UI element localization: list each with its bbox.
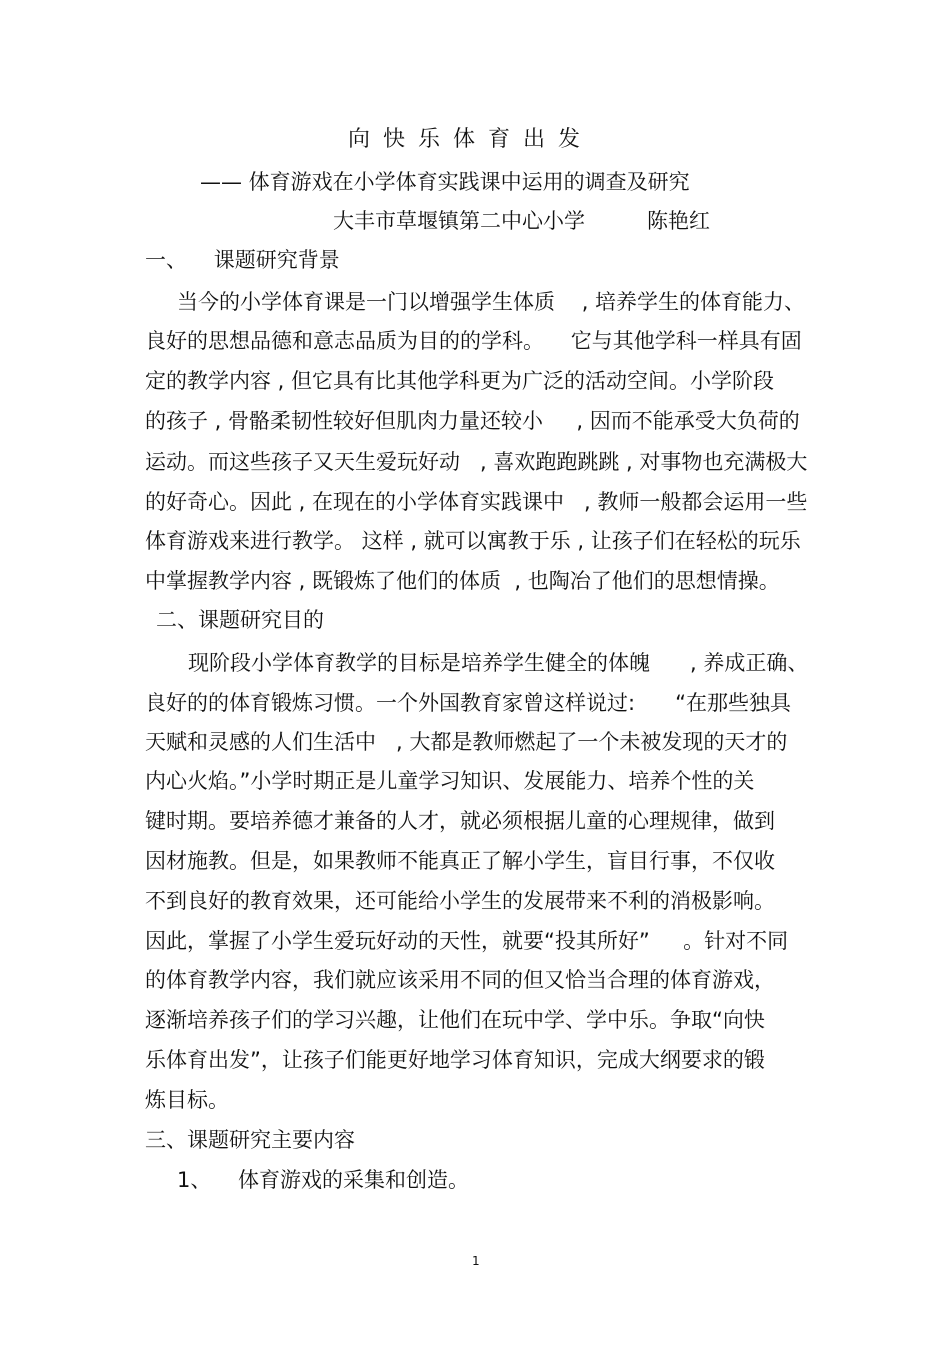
list-item: 1、 体育游戏的采集和创造。	[177, 1168, 470, 1192]
author-name: 陈艳红	[647, 209, 710, 233]
paragraph-line: 良好的的体育锻炼习惯。一个外国教育家曾这样说过: “在那些独具	[145, 691, 792, 715]
paragraph-line: 的好奇心。因此 , 在现在的小学体育实践课中 , 教师一般都会运用一些	[145, 490, 808, 514]
page-number: 1	[472, 1254, 480, 1268]
paragraph-line: 现阶段小学体育教学的目标是培养学生健全的体魄 , 养成正确、	[188, 651, 809, 675]
paragraph-line: 键时期。要培养德才兼备的人才，就必须根据儿童的心理规律，做到	[145, 809, 775, 833]
section-heading-background: 一、 课题研究背景	[145, 248, 340, 272]
section-heading-content: 三、课题研究主要内容	[145, 1128, 355, 1152]
paragraph-line: 中掌握教学内容 , 既锻炼了他们的体质 , 也陶冶了他们的思想情操。	[145, 569, 780, 593]
paragraph-line: 当今的小学体育课是一门以增强学生体质 , 培养学生的体育能力、	[177, 290, 806, 314]
document-subtitle: —— 体育游戏在小学体育实践课中运用的调查及研究	[200, 170, 690, 194]
paragraph-line: 内心火焰。”小学时期正是儿童学习知识、发展能力、培养个性的关	[145, 769, 755, 793]
paragraph-line: 运动。而这些孩子又天生爱玩好动 , 喜欢跑跑跳跳 , 对事物也充满极大	[145, 450, 808, 474]
paragraph-line: 定的教学内容 , 但它具有比其他学科更为广泛的活动空间。小学阶段	[145, 369, 775, 393]
paragraph-line: 的体育教学内容，我们就应该采用不同的但又恰当合理的体育游戏，	[145, 968, 775, 992]
paragraph-line: 因材施教。但是，如果教师不能真正了解小学生，盲目行事，不仅收	[145, 849, 775, 873]
section-heading-purpose: 二、课题研究目的	[156, 608, 324, 632]
paragraph-line: 乐体育出发”，让孩子们能更好地学习体育知识，完成大纲要求的锻	[145, 1048, 765, 1072]
paragraph-line: 逐渐培养孩子们的学习兴趣，让他们在玩中学、学中乐。争取“向快	[145, 1008, 765, 1032]
paragraph-line: 良好的思想品德和意志品质为目的的学科。 它与其他学科一样具有固	[145, 329, 802, 353]
paragraph-line: 因此，掌握了小学生爱玩好动的天性，就要“投其所好” 。针对不同	[145, 929, 789, 953]
paragraph-line: 不到良好的教育效果，还可能给小学生的发展带来不利的消极影响。	[145, 889, 775, 913]
paragraph-line: 的孩子 , 骨骼柔韧性较好但肌肉力量还较小 , 因而不能承受大负荷的	[145, 409, 800, 433]
document-title: 向快乐体育出发	[348, 127, 594, 152]
author-school: 大丰市草堰镇第二中心小学	[333, 209, 585, 233]
paragraph-line: 炼目标。	[145, 1088, 229, 1112]
paragraph-line: 天赋和灵感的人们生活中 , 大都是教师燃起了一个未被发现的天才的	[145, 730, 788, 754]
paragraph-line: 体育游戏来进行教学。 这样 , 就可以寓教于乐 , 让孩子们在轻松的玩乐	[145, 529, 801, 553]
